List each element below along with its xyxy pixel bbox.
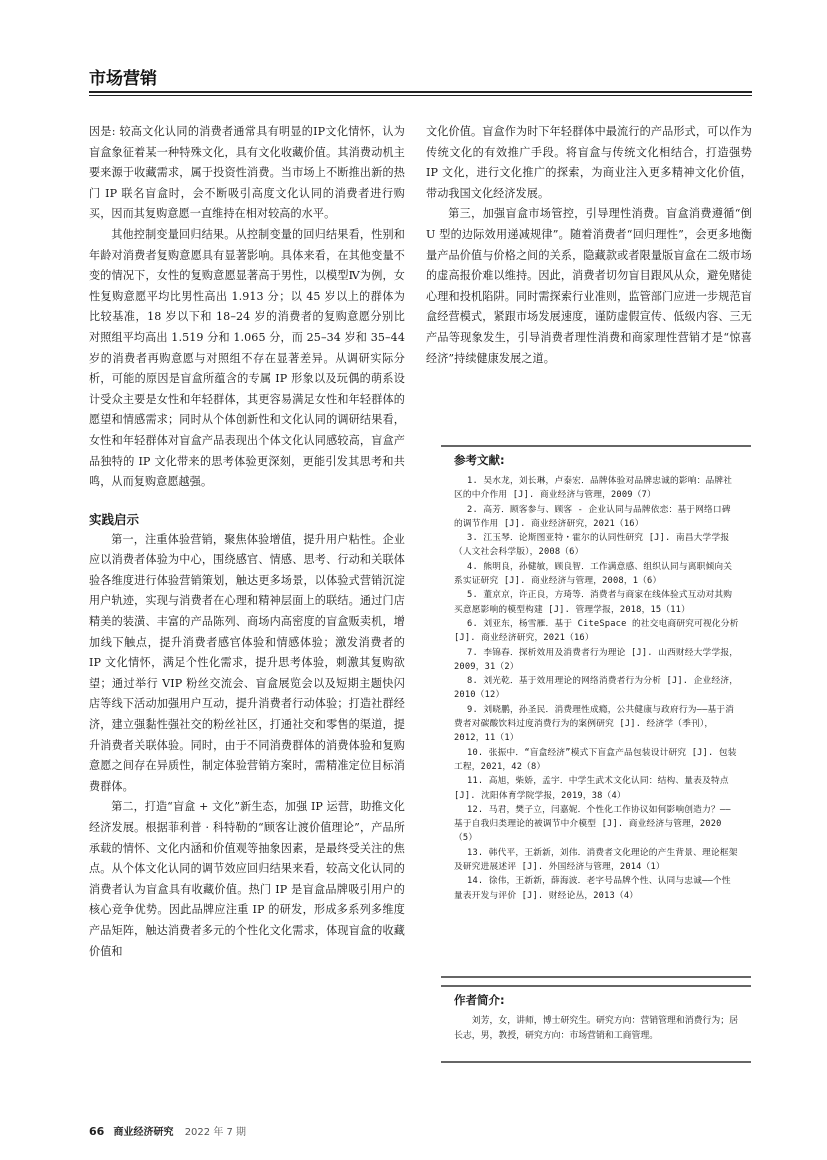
author-title: 作者简介:: [454, 993, 505, 1007]
paragraph: 其他控制变量回归结果。从控制变量的回归结果看，性别和年龄对消费者复购意愿具有显著影响。具体来看，在其他变量不变的情况下，女性的复购意愿显著高于男性，以模型Ⅳ为例，女性复购意愿平均比男性高出 1.913 分；以 45 岁以上的群体为比较基准，18 岁以下和 18–24 岁的消费者的复购意愿分别比对照组平均高出 1.519 分和 1.065 分，而 25–34 岁和 35–44 岁的消费者再购意愿与对照组不存在显著差异。从调研实际分析，可能的原因是盲盒所蕴含的专属 IP 形象以及玩偶的萌系设计受众主要是女性和年轻群体，其更容易满足女性和年轻群体的愿望和情感需求；同时从个体创新性和文化认同的调研结果看，女性和年轻群体对盲盒产品表现出个体文化认同感较高，盲盒产品独特的 IP 文化带来的思考体验更深刻，更能引发其思考和共鸣，从而复购意愿越强。: [89, 227, 405, 489]
references-title: 参考文献:: [454, 453, 505, 467]
header-rule: [89, 91, 752, 93]
author-box: [441, 985, 751, 1063]
reference-item: 5. 董京京，许正良，方琦等．消费者与商家在线体验式互动对其购买意愿影响的模型构建 [J]. 管理学报，2018，15（11）: [454, 590, 733, 615]
reference-item: 3. 江玉琴．论斯图亚特・霍尔的认同性研究 [J]. 南昌大学学报（人文社会科学版），2008（6）: [454, 533, 730, 558]
reference-item: 9. 刘晓鹏，孙圣民．消费理性成瘾，公共健康与政府行为——基于消费者对碳酸饮料过度消费行为的案例研究 [J]. 经济学（季刊），2012，11（1）: [454, 704, 735, 744]
paragraph: 第一，注重体验营销，聚焦体验增值，提升用户粘性。企业应以消费者体验为中心，围绕感官、情感、思考、行动和关联体验各维度进行体验营销策划，触达更多场景，以体验式营销沉淀用户轨迹，实现与消费者在心理和精神层面上的联结。通过门店精美的装潢、丰富的产品陈列、商场内高密度的盲盒贩卖机，增加线下触点，提升消费者感官体验和情感体验；激发消费者的 IP 文化情怀，满足个性化需求，提升思考体验，刺激其复购欲望；通过举行 VIP 粉丝交流会、盲盒展览会以及短期主题快闪店等线下活动加强用户互动，提升消费者行动体验；打造社群经济，建立强黏性强社交的粉丝社区，打通社交和零售的渠道，提升消费者关联体验。同时，由于不同消费群体的消费体验和复购意愿之间存在异质性，制定体验营销方案时，需精准定位目标消费群体。: [89, 532, 405, 793]
header-rule-thin: [89, 95, 752, 96]
reference-item: 13. 韩代平，王新新，刘伟．消费者文化理论的产生背景、理论框架及研究进展述评 [J]. 外国经济与管理，2014（1）: [454, 847, 738, 873]
reference-item: 2. 高芳．顾客参与、顾客 - 企业认同与品牌依恋：基于网络口碑的调节作用 [J]. 商业经济研究，2021（16）: [454, 504, 731, 529]
paragraph: 第三，加强盲盒市场管控，引导理性消费。盲盒消费遵循“倒 U 型的边际效用递减规律”。随着消费者“回归理性”，会更多地衡量产品价值与价格之间的关系，隐藏款或者限量版盲盒在二级市场的虚高报价难以维持。因此，消费者切勿盲目跟风从众，避免赌徒心理和投机陷阱。同时需探索行业准则，监管部门应进一步规范盲盒经营模式，紧跟市场发展速度，谨防虚假宣传、低级内容、三无产品等现象发生，引导消费者理性消费和商家理性营销才是“惊喜经济”持续健康发展之道。: [426, 207, 752, 365]
paragraph: 文化价值。盲盒作为时下年轻群体中最流行的产品形式，可以作为传统文化的有效推广手段。将盲盒与传统文化相结合，打造强势 IP 文化，进行文化推广的探索，为商业注入更多精神文化价值，带动我国文化经济发展。: [426, 125, 752, 200]
author-text: 刘芳，女，讲师，博士研究生。研究方向：营销管理和消费行为；居长志，男，教授，研究方向：市场营销和工商管理。: [454, 1016, 739, 1041]
reference-item: 7. 李锦春．探析效用及消费者行为理论 [J]. 山西财经大学学报，2009，31（2）: [454, 647, 739, 672]
references-box: [441, 445, 751, 978]
reference-item: 1. 吴水龙，刘长琳，卢泰宏．品牌体验对品牌忠诚的影响：品牌社区的中介作用 [J]. 商业经济与管理，2009（7）: [454, 476, 733, 501]
paragraph: 因是: 较高文化认同的消费者通常具有明显的IP文化情怀，认为盲盒象征着某一种特殊文化，具有文化收藏价值。其消费动机主要来源于收藏需求，属于投资性消费。当市场上不断推出新的热门 IP 联名盲盒时，会不断吸引高度文化认同的消费者进行购买，因而其复购意愿一直维持在相对较高的水平。: [89, 125, 405, 221]
section-title: 市场营销: [89, 69, 157, 89]
paragraph: 第二，打造“盲盒 + 文化”新生态，加强 IP 运营，助推文化经济发展。根据菲利普 · 科特勒的“顾客让渡价值理论”，产品所承载的情怀、文化内涵和价值观等抽象因素，是最终受关注的焦点。从个体文化认同的调节效应回归结果来看，较高文化认同的消费者认为盲盒具有收藏价值。热门 IP 是盲盒品牌吸引用户的核心竞争优势。因此品牌应注重 IP 的研发，形成多系列多维度产品矩阵，触达消费者多元的个性化文化需求，体现盲盒的收藏价值和: [89, 800, 405, 958]
reference-item: 12. 马君，樊子立，闫嘉妮．个性化工作协议如何影响创造力？——基于自我归类理论的被调节中介模型 [J]. 商业经济与管理，2020（5）: [454, 804, 731, 844]
page-number: 66: [89, 1125, 105, 1138]
journal-name: 商业经济研究: [113, 1127, 174, 1138]
left-column: [89, 122, 405, 962]
subheading-practice: 实践启示: [89, 511, 140, 527]
page-footer: [89, 1123, 246, 1138]
reference-item: 6. 刘亚东，杨雪雁．基于 CiteSpace 的社交电商研究可视化分析 [J]. 商业经济研究，2021（16）: [454, 618, 739, 644]
reference-item: 11. 高旭，柴娇，孟宇．中学生武术文化认同：结构、量表及特点 [J]. 沈阳体育学院学报，2019，38（4）: [454, 776, 729, 801]
reference-item: 8. 刘光乾．基于效用理论的网络消费者行为分析 [J]. 企业经济，2010（12）: [454, 676, 739, 701]
reference-item: 4. 熊明良，孙健敏，顾良智．工作满意感、组织认同与离职倾向关系实证研究 [J]. 商业经济与管理，2008，1（6）: [454, 561, 733, 587]
references-list: [454, 474, 739, 903]
reference-item: 14. 徐伟，王新新，薛海波．老字号品牌个性、认同与忠诚——个性量表开发与评价 [J]. 财经论丛，2013（4）: [454, 876, 731, 901]
right-column: [426, 122, 752, 369]
reference-item: 10. 张振中．“盲盒经济”模式下盲盒产品包装设计研究 [J]. 包装工程，2021，42（8）: [454, 747, 737, 772]
journal-issue: 2022 年 7 期: [184, 1127, 247, 1138]
